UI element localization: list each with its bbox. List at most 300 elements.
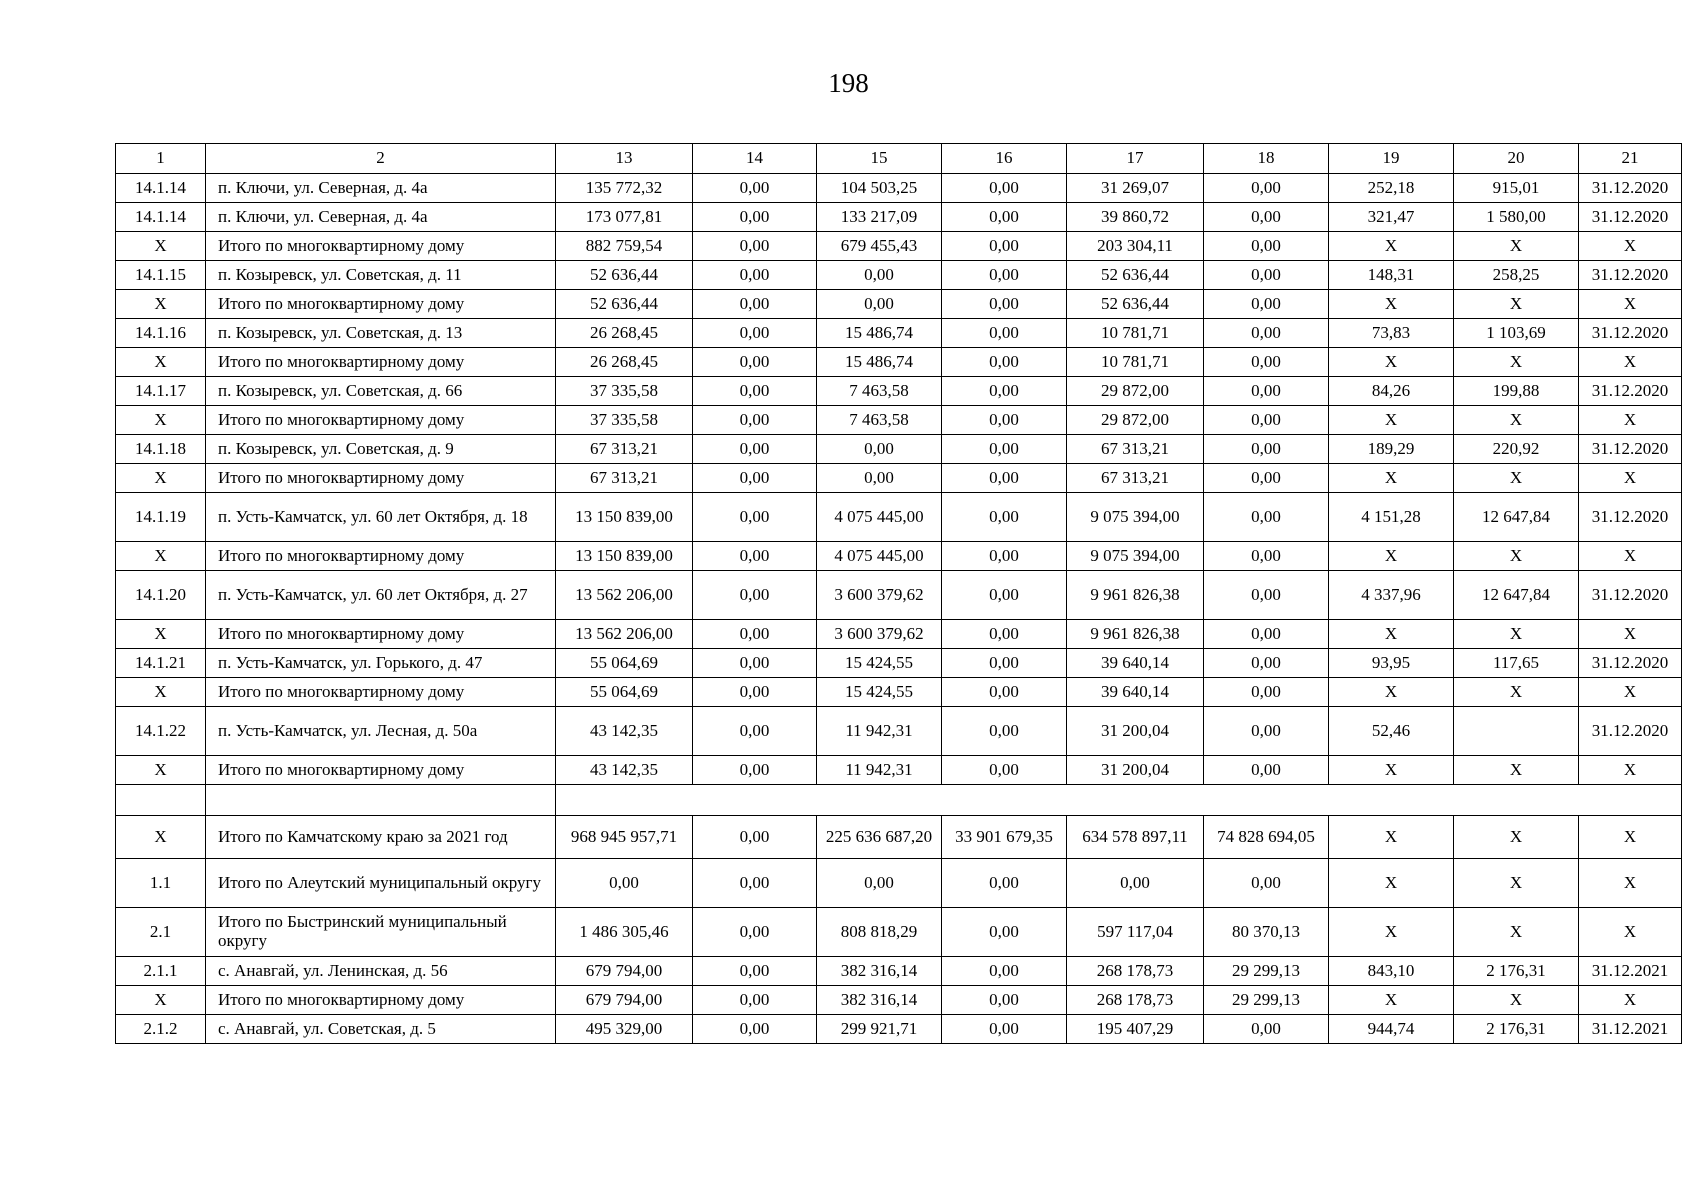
address-cell: Итого по Быстринский муниципальный округу bbox=[206, 908, 556, 957]
value-cell: 31 200,04 bbox=[1067, 707, 1204, 756]
value-cell: 382 316,14 bbox=[817, 986, 942, 1015]
value-cell: 33 901 679,35 bbox=[942, 816, 1067, 859]
value-cell: Х bbox=[1329, 816, 1454, 859]
value-cell: 0,00 bbox=[942, 908, 1067, 957]
value-cell: 0,00 bbox=[942, 493, 1067, 542]
value-cell: 31.12.2020 bbox=[1579, 174, 1682, 203]
value-cell: 31.12.2021 bbox=[1579, 957, 1682, 986]
table-header-row bbox=[116, 144, 1682, 174]
value-cell: 0,00 bbox=[1067, 859, 1204, 908]
value-cell: Х bbox=[1579, 232, 1682, 261]
value-cell: 55 064,69 bbox=[556, 649, 693, 678]
value-cell: 67 313,21 bbox=[1067, 464, 1204, 493]
value-cell bbox=[1454, 707, 1579, 756]
value-cell: 0,00 bbox=[1204, 756, 1329, 785]
table-row bbox=[116, 542, 1682, 571]
address-cell: Итого по многоквартирному дому bbox=[206, 406, 556, 435]
row-number-cell: 14.1.21 bbox=[116, 649, 206, 678]
value-cell: Х bbox=[1454, 816, 1579, 859]
value-cell: Х bbox=[1454, 678, 1579, 707]
value-cell: Х bbox=[1454, 232, 1579, 261]
row-number-cell: Х bbox=[116, 816, 206, 859]
value-cell: Х bbox=[1329, 542, 1454, 571]
value-cell: 13 562 206,00 bbox=[556, 571, 693, 620]
table-row bbox=[116, 678, 1682, 707]
value-cell: Х bbox=[1329, 859, 1454, 908]
value-cell: 0,00 bbox=[942, 678, 1067, 707]
value-cell: 0,00 bbox=[1204, 620, 1329, 649]
value-cell: 3 600 379,62 bbox=[817, 620, 942, 649]
row-number-cell: 14.1.22 bbox=[116, 707, 206, 756]
table-row bbox=[116, 1015, 1682, 1044]
value-cell: 29 872,00 bbox=[1067, 377, 1204, 406]
row-number-cell: 2.1.2 bbox=[116, 1015, 206, 1044]
value-cell: 0,00 bbox=[942, 464, 1067, 493]
value-cell: 0,00 bbox=[942, 957, 1067, 986]
value-cell: 67 313,21 bbox=[556, 435, 693, 464]
value-cell: Х bbox=[1329, 620, 1454, 649]
address-cell bbox=[206, 785, 556, 816]
address-cell: п. Козыревск, ул. Советская, д. 13 bbox=[206, 319, 556, 348]
value-cell: 15 486,74 bbox=[817, 319, 942, 348]
value-cell: 0,00 bbox=[1204, 493, 1329, 542]
value-cell: 29 872,00 bbox=[1067, 406, 1204, 435]
value-cell: 74 828 694,05 bbox=[1204, 816, 1329, 859]
value-cell: 0,00 bbox=[1204, 203, 1329, 232]
value-cell: 52 636,44 bbox=[1067, 261, 1204, 290]
value-cell: 0,00 bbox=[1204, 1015, 1329, 1044]
value-cell: 31.12.2020 bbox=[1579, 649, 1682, 678]
row-number-cell: 2.1.1 bbox=[116, 957, 206, 986]
row-number-cell: Х bbox=[116, 232, 206, 261]
value-cell: 0,00 bbox=[817, 290, 942, 319]
value-cell: 0,00 bbox=[693, 348, 817, 377]
value-cell: 0,00 bbox=[693, 406, 817, 435]
value-cell: 0,00 bbox=[942, 174, 1067, 203]
value-cell: Х bbox=[1454, 986, 1579, 1015]
header-cell: 14 bbox=[693, 144, 817, 174]
value-cell: 7 463,58 bbox=[817, 377, 942, 406]
value-cell: Х bbox=[1579, 620, 1682, 649]
value-cell: 29 299,13 bbox=[1204, 957, 1329, 986]
value-cell: 13 562 206,00 bbox=[556, 620, 693, 649]
value-cell: 1 486 305,46 bbox=[556, 908, 693, 957]
value-cell: Х bbox=[1329, 678, 1454, 707]
value-cell: 634 578 897,11 bbox=[1067, 816, 1204, 859]
value-cell: 3 600 379,62 bbox=[817, 571, 942, 620]
value-cell: 0,00 bbox=[693, 542, 817, 571]
value-cell: 39 640,14 bbox=[1067, 678, 1204, 707]
address-cell: п. Козыревск, ул. Советская, д. 9 bbox=[206, 435, 556, 464]
value-cell: 0,00 bbox=[942, 319, 1067, 348]
table-row bbox=[116, 620, 1682, 649]
value-cell: 4 337,96 bbox=[1329, 571, 1454, 620]
value-cell: Х bbox=[1454, 756, 1579, 785]
value-cell: 0,00 bbox=[1204, 542, 1329, 571]
header-cell: 18 bbox=[1204, 144, 1329, 174]
header-cell: 1 bbox=[116, 144, 206, 174]
value-cell: Х bbox=[1454, 620, 1579, 649]
header-cell: 21 bbox=[1579, 144, 1682, 174]
value-cell: 0,00 bbox=[1204, 232, 1329, 261]
value-cell: 203 304,11 bbox=[1067, 232, 1204, 261]
value-cell: 2 176,31 bbox=[1454, 957, 1579, 986]
value-cell: 0,00 bbox=[693, 756, 817, 785]
value-cell: 4 075 445,00 bbox=[817, 493, 942, 542]
value-cell: 0,00 bbox=[693, 493, 817, 542]
value-cell: 117,65 bbox=[1454, 649, 1579, 678]
address-cell: Итого по многоквартирному дому bbox=[206, 620, 556, 649]
value-cell: 52 636,44 bbox=[556, 261, 693, 290]
value-cell: 597 117,04 bbox=[1067, 908, 1204, 957]
row-number-cell: 1.1 bbox=[116, 859, 206, 908]
value-cell: 252,18 bbox=[1329, 174, 1454, 203]
row-number-cell: 14.1.17 bbox=[116, 377, 206, 406]
value-cell: 0,00 bbox=[693, 464, 817, 493]
row-number-cell: Х bbox=[116, 464, 206, 493]
value-cell: Х bbox=[1329, 290, 1454, 319]
address-cell: п. Усть-Камчатск, ул. Горького, д. 47 bbox=[206, 649, 556, 678]
value-cell: 968 945 957,71 bbox=[556, 816, 693, 859]
row-number-cell: Х bbox=[116, 290, 206, 319]
row-number-cell: 14.1.19 bbox=[116, 493, 206, 542]
table-row bbox=[116, 785, 1682, 816]
table-row bbox=[116, 174, 1682, 203]
table-row bbox=[116, 464, 1682, 493]
value-cell: 0,00 bbox=[693, 620, 817, 649]
row-number-cell: 14.1.14 bbox=[116, 203, 206, 232]
value-cell: 1 580,00 bbox=[1454, 203, 1579, 232]
value-cell: 0,00 bbox=[942, 203, 1067, 232]
address-cell: Итого по многоквартирному дому bbox=[206, 542, 556, 571]
value-cell: 0,00 bbox=[1204, 859, 1329, 908]
table-row bbox=[116, 290, 1682, 319]
page-number: 198 bbox=[828, 68, 869, 98]
value-cell: 10 781,71 bbox=[1067, 348, 1204, 377]
value-cell: 0,00 bbox=[1204, 174, 1329, 203]
header-cell: 19 bbox=[1329, 144, 1454, 174]
value-cell: 0,00 bbox=[693, 986, 817, 1015]
address-cell: Итого по Алеутский муниципальный округу bbox=[206, 859, 556, 908]
table-row bbox=[116, 571, 1682, 620]
address-cell: п. Ключи, ул. Северная, д. 4а bbox=[206, 174, 556, 203]
value-cell: 0,00 bbox=[1204, 435, 1329, 464]
value-cell: 31.12.2020 bbox=[1579, 571, 1682, 620]
value-cell: 104 503,25 bbox=[817, 174, 942, 203]
table-row bbox=[116, 319, 1682, 348]
value-cell: 9 075 394,00 bbox=[1067, 542, 1204, 571]
address-cell: п. Усть-Камчатск, ул. 60 лет Октября, д. 18 bbox=[206, 493, 556, 542]
table-row bbox=[116, 908, 1682, 957]
table-row bbox=[116, 435, 1682, 464]
value-cell: 0,00 bbox=[942, 859, 1067, 908]
value-cell: Х bbox=[1454, 348, 1579, 377]
value-cell: 11 942,31 bbox=[817, 756, 942, 785]
value-cell: Х bbox=[1454, 542, 1579, 571]
value-cell: Х bbox=[1454, 406, 1579, 435]
address-cell: п. Усть-Камчатск, ул. Лесная, д. 50а bbox=[206, 707, 556, 756]
value-cell: 225 636 687,20 bbox=[817, 816, 942, 859]
value-cell: 135 772,32 bbox=[556, 174, 693, 203]
table-row bbox=[116, 816, 1682, 859]
value-cell: Х bbox=[1329, 464, 1454, 493]
value-cell: 173 077,81 bbox=[556, 203, 693, 232]
value-cell: 9 075 394,00 bbox=[1067, 493, 1204, 542]
value-cell: 13 150 839,00 bbox=[556, 493, 693, 542]
address-cell: Итого по многоквартирному дому bbox=[206, 348, 556, 377]
value-cell: 0,00 bbox=[1204, 707, 1329, 756]
value-cell: 39 860,72 bbox=[1067, 203, 1204, 232]
value-cell: 220,92 bbox=[1454, 435, 1579, 464]
value-cell: 0,00 bbox=[942, 290, 1067, 319]
value-cell: 29 299,13 bbox=[1204, 986, 1329, 1015]
value-cell: 31.12.2020 bbox=[1579, 707, 1682, 756]
value-cell: 679 794,00 bbox=[556, 986, 693, 1015]
address-cell: п. Усть-Камчатск, ул. 60 лет Октября, д. 27 bbox=[206, 571, 556, 620]
value-cell: 4 151,28 bbox=[1329, 493, 1454, 542]
value-cell: Х bbox=[1579, 406, 1682, 435]
value-cell: Х bbox=[1579, 986, 1682, 1015]
table-row bbox=[116, 203, 1682, 232]
address-cell: Итого по многоквартирному дому bbox=[206, 678, 556, 707]
value-cell: 1 103,69 bbox=[1454, 319, 1579, 348]
row-number-cell: Х bbox=[116, 756, 206, 785]
value-cell: Х bbox=[1579, 756, 1682, 785]
value-cell: 382 316,14 bbox=[817, 957, 942, 986]
value-cell: 52 636,44 bbox=[1067, 290, 1204, 319]
value-cell: 84,26 bbox=[1329, 377, 1454, 406]
value-cell: 679 455,43 bbox=[817, 232, 942, 261]
table-row bbox=[116, 348, 1682, 377]
value-cell: 189,29 bbox=[1329, 435, 1454, 464]
value-cell: Х bbox=[1579, 348, 1682, 377]
table-row bbox=[116, 957, 1682, 986]
value-cell: 7 463,58 bbox=[817, 406, 942, 435]
value-cell: 258,25 bbox=[1454, 261, 1579, 290]
value-cell: 133 217,09 bbox=[817, 203, 942, 232]
table-row bbox=[116, 707, 1682, 756]
address-cell: с. Анавгай, ул. Советская, д. 5 bbox=[206, 1015, 556, 1044]
table-row bbox=[116, 377, 1682, 406]
value-cell: 26 268,45 bbox=[556, 348, 693, 377]
value-cell: 495 329,00 bbox=[556, 1015, 693, 1044]
value-cell: Х bbox=[1454, 464, 1579, 493]
value-cell: Х bbox=[1579, 678, 1682, 707]
address-cell: Итого по многоквартирному дому bbox=[206, 756, 556, 785]
value-cell: 0,00 bbox=[693, 203, 817, 232]
value-cell: 31.12.2020 bbox=[1579, 435, 1682, 464]
address-cell: п. Козыревск, ул. Советская, д. 66 bbox=[206, 377, 556, 406]
table-row bbox=[116, 649, 1682, 678]
address-cell: п. Козыревск, ул. Советская, д. 11 bbox=[206, 261, 556, 290]
value-cell: 31.12.2020 bbox=[1579, 377, 1682, 406]
value-cell: 15 424,55 bbox=[817, 649, 942, 678]
header-cell: 20 bbox=[1454, 144, 1579, 174]
value-cell: 0,00 bbox=[693, 957, 817, 986]
value-cell: 31 269,07 bbox=[1067, 174, 1204, 203]
header-cell: 15 bbox=[817, 144, 942, 174]
value-cell: 0,00 bbox=[693, 678, 817, 707]
address-cell: Итого по многоквартирному дому bbox=[206, 986, 556, 1015]
value-cell: 0,00 bbox=[693, 707, 817, 756]
value-cell: 12 647,84 bbox=[1454, 493, 1579, 542]
value-cell: 0,00 bbox=[1204, 571, 1329, 620]
value-cell: 31.12.2020 bbox=[1579, 203, 1682, 232]
value-cell: 67 313,21 bbox=[1067, 435, 1204, 464]
row-number-cell: Х bbox=[116, 406, 206, 435]
value-cell: 0,00 bbox=[817, 859, 942, 908]
address-cell: Итого по многоквартирному дому bbox=[206, 464, 556, 493]
value-cell: 0,00 bbox=[556, 859, 693, 908]
value-cell: 0,00 bbox=[817, 261, 942, 290]
value-cell: 0,00 bbox=[942, 571, 1067, 620]
table-row bbox=[116, 261, 1682, 290]
value-cell: 52 636,44 bbox=[556, 290, 693, 319]
value-cell: Х bbox=[1329, 348, 1454, 377]
value-cell: 0,00 bbox=[1204, 464, 1329, 493]
value-cell: 882 759,54 bbox=[556, 232, 693, 261]
address-cell: с. Анавгай, ул. Ленинская, д. 56 bbox=[206, 957, 556, 986]
value-cell: 0,00 bbox=[693, 261, 817, 290]
value-cell: 0,00 bbox=[942, 406, 1067, 435]
table-row bbox=[116, 406, 1682, 435]
row-number-cell: 14.1.20 bbox=[116, 571, 206, 620]
value-cell: 37 335,58 bbox=[556, 377, 693, 406]
value-cell: 0,00 bbox=[1204, 649, 1329, 678]
value-cell: 15 424,55 bbox=[817, 678, 942, 707]
value-cell: 321,47 bbox=[1329, 203, 1454, 232]
value-cell: 31.12.2020 bbox=[1579, 319, 1682, 348]
value-cell: Х bbox=[1579, 290, 1682, 319]
value-cell: 915,01 bbox=[1454, 174, 1579, 203]
value-cell: Х bbox=[1454, 859, 1579, 908]
value-cell: Х bbox=[1579, 542, 1682, 571]
value-cell: 43 142,35 bbox=[556, 756, 693, 785]
value-cell: 37 335,58 bbox=[556, 406, 693, 435]
data-table bbox=[115, 143, 1682, 1044]
value-cell: 0,00 bbox=[693, 1015, 817, 1044]
value-cell: Х bbox=[1579, 908, 1682, 957]
address-cell: п. Ключи, ул. Северная, д. 4а bbox=[206, 203, 556, 232]
value-cell: 0,00 bbox=[693, 571, 817, 620]
value-cell bbox=[556, 785, 1682, 816]
row-number-cell: 2.1 bbox=[116, 908, 206, 957]
value-cell: 0,00 bbox=[693, 290, 817, 319]
value-cell: 0,00 bbox=[693, 319, 817, 348]
row-number-cell bbox=[116, 785, 206, 816]
value-cell: 808 818,29 bbox=[817, 908, 942, 957]
value-cell: 0,00 bbox=[1204, 290, 1329, 319]
value-cell: 0,00 bbox=[693, 377, 817, 406]
value-cell: 2 176,31 bbox=[1454, 1015, 1579, 1044]
value-cell: 93,95 bbox=[1329, 649, 1454, 678]
value-cell: 31 200,04 bbox=[1067, 756, 1204, 785]
value-cell: 52,46 bbox=[1329, 707, 1454, 756]
value-cell: Х bbox=[1579, 859, 1682, 908]
row-number-cell: Х bbox=[116, 348, 206, 377]
value-cell: Х bbox=[1579, 816, 1682, 859]
value-cell: 0,00 bbox=[942, 435, 1067, 464]
value-cell: 9 961 826,38 bbox=[1067, 571, 1204, 620]
address-cell: Итого по многоквартирному дому bbox=[206, 290, 556, 319]
value-cell: 0,00 bbox=[1204, 261, 1329, 290]
value-cell: 39 640,14 bbox=[1067, 649, 1204, 678]
value-cell: 0,00 bbox=[942, 756, 1067, 785]
row-number-cell: Х bbox=[116, 986, 206, 1015]
value-cell: 13 150 839,00 bbox=[556, 542, 693, 571]
value-cell: 299 921,71 bbox=[817, 1015, 942, 1044]
row-number-cell: Х bbox=[116, 678, 206, 707]
table-row bbox=[116, 756, 1682, 785]
value-cell: 0,00 bbox=[1204, 678, 1329, 707]
value-cell: 0,00 bbox=[817, 435, 942, 464]
value-cell: 0,00 bbox=[693, 435, 817, 464]
value-cell: 0,00 bbox=[817, 464, 942, 493]
value-cell: 67 313,21 bbox=[556, 464, 693, 493]
value-cell: 843,10 bbox=[1329, 957, 1454, 986]
value-cell: 9 961 826,38 bbox=[1067, 620, 1204, 649]
table-row bbox=[116, 986, 1682, 1015]
value-cell: 0,00 bbox=[942, 1015, 1067, 1044]
value-cell: 0,00 bbox=[1204, 348, 1329, 377]
value-cell: 12 647,84 bbox=[1454, 571, 1579, 620]
value-cell: 0,00 bbox=[1204, 406, 1329, 435]
value-cell: 11 942,31 bbox=[817, 707, 942, 756]
value-cell: 31.12.2020 bbox=[1579, 493, 1682, 542]
value-cell: 4 075 445,00 bbox=[817, 542, 942, 571]
value-cell: 0,00 bbox=[693, 174, 817, 203]
value-cell: Х bbox=[1454, 908, 1579, 957]
header-cell: 17 bbox=[1067, 144, 1204, 174]
value-cell: Х bbox=[1329, 908, 1454, 957]
value-cell: 15 486,74 bbox=[817, 348, 942, 377]
row-number-cell: 14.1.14 bbox=[116, 174, 206, 203]
table-row bbox=[116, 493, 1682, 542]
value-cell: 31.12.2021 bbox=[1579, 1015, 1682, 1044]
value-cell: 73,83 bbox=[1329, 319, 1454, 348]
row-number-cell: 14.1.18 bbox=[116, 435, 206, 464]
value-cell: Х bbox=[1329, 232, 1454, 261]
value-cell: 199,88 bbox=[1454, 377, 1579, 406]
row-number-cell: 14.1.15 bbox=[116, 261, 206, 290]
value-cell: 0,00 bbox=[693, 859, 817, 908]
value-cell: 0,00 bbox=[942, 232, 1067, 261]
value-cell: 0,00 bbox=[942, 620, 1067, 649]
value-cell: 0,00 bbox=[942, 707, 1067, 756]
value-cell: 679 794,00 bbox=[556, 957, 693, 986]
value-cell: 26 268,45 bbox=[556, 319, 693, 348]
value-cell: Х bbox=[1329, 756, 1454, 785]
value-cell: Х bbox=[1329, 986, 1454, 1015]
value-cell: 944,74 bbox=[1329, 1015, 1454, 1044]
value-cell: 80 370,13 bbox=[1204, 908, 1329, 957]
value-cell: 55 064,69 bbox=[556, 678, 693, 707]
value-cell: 148,31 bbox=[1329, 261, 1454, 290]
header-cell: 16 bbox=[942, 144, 1067, 174]
value-cell: 0,00 bbox=[942, 542, 1067, 571]
value-cell: 0,00 bbox=[693, 232, 817, 261]
table-row bbox=[116, 232, 1682, 261]
value-cell: 0,00 bbox=[693, 649, 817, 678]
value-cell: 268 178,73 bbox=[1067, 986, 1204, 1015]
value-cell: 0,00 bbox=[1204, 319, 1329, 348]
value-cell: 0,00 bbox=[693, 908, 817, 957]
header-cell: 13 bbox=[556, 144, 693, 174]
row-number-cell: Х bbox=[116, 620, 206, 649]
value-cell: 0,00 bbox=[942, 261, 1067, 290]
address-cell: Итого по Камчатскому краю за 2021 год bbox=[206, 816, 556, 859]
value-cell: 0,00 bbox=[942, 348, 1067, 377]
